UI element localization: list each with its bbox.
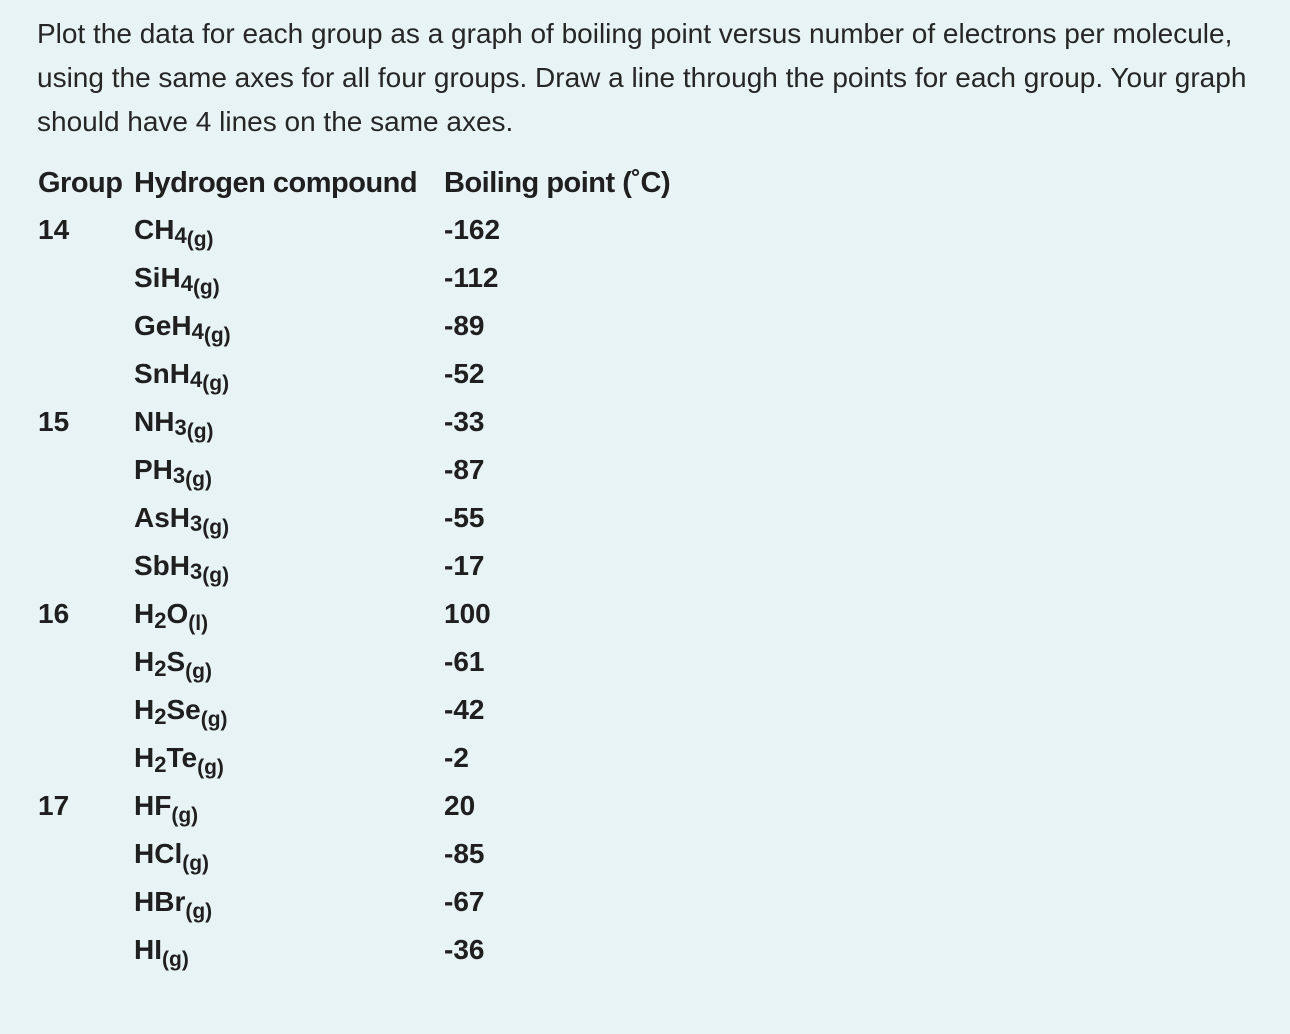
formula-phase: (g) [186,228,214,251]
boiling-point-cell: -33 [444,406,485,437]
boiling-point-cell: 100 [444,598,491,629]
formula-phase: (g) [197,756,224,779]
formula-subscript: 4 [174,223,187,248]
compound-formula-cell [134,254,444,302]
formula-phase: (g) [185,660,212,683]
table-row [36,782,744,830]
formula-main: GeH [134,310,192,341]
compound-formula-cell [134,686,444,734]
group-number-cell [36,926,134,974]
formula-phase: (g) [200,708,228,731]
compound-formula-cell [134,734,444,782]
compound-formula-cell [134,398,444,446]
group-number-cell [36,542,134,590]
column-header-compound: Hydrogen compound [134,166,418,199]
table-row [36,254,744,302]
boiling-point-cell: -17 [444,550,485,581]
formula-phase: (g) [171,804,199,827]
formula-subscript: 3 [190,511,203,536]
formula-prefix: H [134,694,155,725]
boiling-point-table [36,160,744,974]
formula-subscript: 4 [190,367,203,392]
group-number-cell [36,254,134,302]
group-number-cell: 15 [38,406,70,437]
table-row [36,638,744,686]
formula-phase: (g) [162,948,189,971]
table-row [36,302,744,350]
compound-formula-cell [134,494,444,542]
formula-main: NH [134,406,175,437]
group-number-cell [36,446,134,494]
column-header-group: Group [38,166,123,199]
table-row [36,206,744,254]
compound-formula-cell [134,542,444,590]
instructions-text: Plot the data for each group as a graph of boiling point versus number of electrons per molecule, using the same axes for all four groups. Draw a line through the points for each group. Your graph should have 4 lines on the same axes. [37,18,1247,137]
boiling-point-cell: -162 [444,214,501,245]
table-row [36,446,744,494]
compound-formula-cell [134,782,444,830]
table-row [36,926,744,974]
table-row [36,830,744,878]
table-row [36,542,744,590]
table-row [36,878,744,926]
boiling-point-cell: -89 [444,310,485,341]
table-row [36,398,744,446]
compound-formula-cell [134,590,444,638]
formula-main: S [166,646,186,677]
compound-formula-cell [134,926,444,974]
boiling-point-cell: -55 [444,502,485,533]
formula-main: O [166,598,189,629]
boiling-point-cell: -112 [444,262,499,293]
boiling-point-cell: -52 [444,358,485,389]
compound-formula-cell [134,302,444,350]
formula-main: HBr [134,886,186,917]
table-row [36,590,744,638]
formula-main: HCl [134,838,183,869]
compound-formula-cell [134,350,444,398]
group-number-cell [36,686,134,734]
table-row [36,350,744,398]
formula-phase: (g) [192,276,220,299]
boiling-point-cell: -42 [444,694,485,725]
formula-main: AsH [134,502,191,533]
group-number-cell: 14 [38,214,70,245]
group-number-cell [36,638,134,686]
formula-phase: (g) [202,372,230,395]
boiling-point-cell: -36 [444,934,485,965]
compound-formula-cell [134,638,444,686]
table-row [36,494,744,542]
formula-subscript: 3 [190,559,203,584]
group-number-cell [36,302,134,350]
boiling-point-cell: -87 [444,454,485,485]
formula-phase: (l) [188,612,209,635]
formula-prefix-subscript: 2 [154,752,167,777]
boiling-point-cell: -61 [444,646,485,677]
formula-phase: (g) [202,564,230,587]
group-number-cell: 16 [38,598,70,629]
compound-formula-cell [134,878,444,926]
table-body [36,206,744,974]
formula-prefix: H [134,742,155,773]
formula-phase: (g) [182,852,210,875]
formula-phase: (g) [185,900,213,923]
compound-formula-cell [134,446,444,494]
table-header-row [36,160,744,206]
formula-subscript: 3 [172,463,186,488]
boiling-point-cell: -2 [444,742,469,773]
formula-main: SbH [134,550,190,581]
formula-phase: (g) [186,420,214,443]
formula-main: SnH [134,358,190,389]
group-number-cell [36,350,134,398]
column-header-boiling-point: Boiling point (˚C) [444,166,671,199]
formula-subscript: 3 [174,415,187,440]
boiling-point-cell: -85 [444,838,485,869]
group-number-cell: 17 [38,790,70,821]
formula-main: Te [166,742,198,773]
formula-main: HI [134,934,162,965]
formula-main: Se [166,694,201,725]
formula-prefix: H [134,646,155,677]
group-number-cell [36,878,134,926]
formula-prefix: H [134,598,155,629]
formula-main: HF [134,790,172,821]
formula-prefix-subscript: 2 [154,656,167,681]
formula-prefix-subscript: 2 [154,704,167,729]
formula-subscript: 4 [191,319,204,344]
boiling-point-cell: -67 [444,886,485,917]
table-row [36,686,744,734]
group-number-cell [36,830,134,878]
compound-formula-cell [134,206,444,254]
group-number-cell [36,734,134,782]
boiling-point-cell: 20 [444,790,476,821]
formula-phase: (g) [185,468,212,491]
formula-main: PH [134,454,173,485]
formula-subscript: 4 [180,271,193,296]
formula-prefix-subscript: 2 [154,608,167,633]
formula-main: SiH [134,262,181,293]
formula-phase: (g) [202,516,230,539]
formula-main: CH [134,214,175,245]
compound-formula-cell [134,830,444,878]
formula-phase: (g) [203,324,231,347]
group-number-cell [36,494,134,542]
table-row [36,734,744,782]
